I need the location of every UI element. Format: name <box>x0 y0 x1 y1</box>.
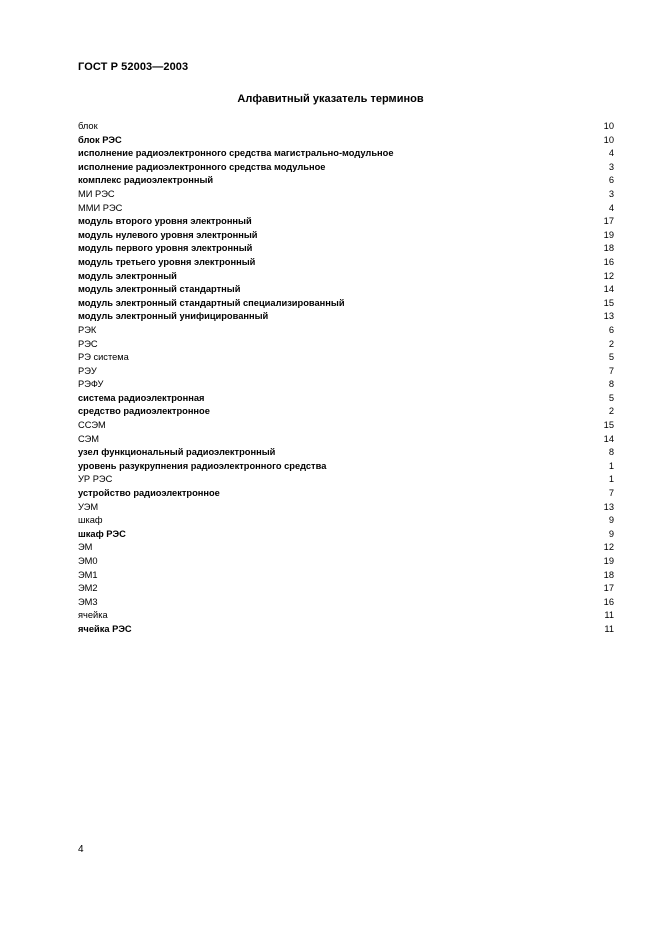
index-page-ref: 15 <box>603 420 614 431</box>
index-page-ref: 19 <box>603 556 614 566</box>
index-entry <box>78 514 614 528</box>
term-index-list <box>78 120 614 637</box>
index-page-ref: 12 <box>603 542 614 553</box>
index-entry <box>78 297 614 311</box>
index-page-ref: 17 <box>603 216 614 227</box>
index-term: ЭМ <box>78 542 93 553</box>
index-entry <box>78 215 614 229</box>
index-entry <box>78 378 614 392</box>
index-term: УЭМ <box>78 501 99 512</box>
index-term: средство радиоэлектронное <box>78 406 210 417</box>
index-page-ref: 1 <box>608 460 614 471</box>
index-term: система радиоэлектронная <box>78 392 205 403</box>
index-entry <box>78 473 614 487</box>
index-page-ref: 1 <box>608 474 614 485</box>
index-term: модуль третьего уровня электронный <box>78 256 256 267</box>
index-term: ССЭМ <box>78 420 106 431</box>
index-entry <box>78 555 614 569</box>
index-term: ЭМ2 <box>78 583 98 594</box>
index-page-ref: 5 <box>608 392 614 403</box>
index-page-ref: 6 <box>608 324 614 335</box>
index-page-ref: 9 <box>608 528 614 539</box>
index-term: СЭМ <box>78 433 100 444</box>
index-page-ref: 18 <box>603 569 614 580</box>
index-term: ЭМ1 <box>78 569 98 580</box>
index-term: исполнение радиоэлектронного средства магистрально-модульное <box>78 148 394 159</box>
index-entry <box>78 161 614 175</box>
index-term: РЭФУ <box>78 379 104 390</box>
index-entry <box>78 569 614 583</box>
index-page-ref: 9 <box>608 515 614 526</box>
index-entry <box>78 392 614 406</box>
index-term: узел функциональный радиоэлектронный <box>78 447 276 458</box>
index-page-ref: 7 <box>608 488 614 499</box>
index-entry <box>78 596 614 610</box>
index-term: модуль второго уровня электронный <box>78 216 252 227</box>
index-term: ЭМ3 <box>78 596 98 607</box>
index-term: модуль нулевого уровня электронный <box>78 229 258 240</box>
index-term: блок <box>78 121 98 131</box>
index-page-ref: 6 <box>608 175 614 186</box>
index-page-ref: 17 <box>603 583 614 594</box>
index-page-ref: 11 <box>604 610 614 621</box>
index-page-ref: 10 <box>603 121 614 131</box>
index-term: шкаф <box>78 515 103 526</box>
index-entry <box>78 134 614 148</box>
index-page-ref: 4 <box>608 202 614 213</box>
index-entry <box>78 174 614 188</box>
index-entry <box>78 229 614 243</box>
index-term: РЭК <box>78 324 97 335</box>
index-page-ref: 14 <box>603 284 614 295</box>
index-entry <box>78 501 614 515</box>
index-page-ref: 2 <box>608 338 614 349</box>
index-page-ref: 14 <box>603 433 614 444</box>
index-entry <box>78 147 614 161</box>
index-term: РЭ система <box>78 352 129 363</box>
index-entry <box>78 256 614 270</box>
index-page-ref: 5 <box>608 352 614 363</box>
index-page-ref: 11 <box>604 623 614 634</box>
index-term: РЭУ <box>78 365 97 376</box>
index-term: модуль электронный стандартный специализированный <box>78 297 345 308</box>
index-page-ref: 16 <box>603 596 614 607</box>
page-number: 4 <box>78 844 84 855</box>
index-term: шкаф РЭС <box>78 528 126 539</box>
index-term: блок РЭС <box>78 134 122 145</box>
index-entry <box>78 433 614 447</box>
index-term: модуль первого уровня электронный <box>78 243 253 254</box>
index-term: исполнение радиоэлектронного средства модульное <box>78 161 326 172</box>
index-term: модуль электронный <box>78 270 177 281</box>
index-term: УР РЭС <box>78 474 113 485</box>
index-term: РЭС <box>78 338 98 349</box>
index-page-ref: 3 <box>608 188 614 199</box>
index-page-ref: 2 <box>608 406 614 417</box>
index-page-ref: 3 <box>608 161 614 172</box>
index-entry <box>78 270 614 284</box>
index-entry <box>78 310 614 324</box>
index-term: комплекс радиоэлектронный <box>78 175 214 186</box>
index-entry <box>78 338 614 352</box>
document-header: ГОСТ Р 52003—2003 <box>78 61 189 73</box>
index-page-ref: 10 <box>603 134 614 145</box>
index-entry <box>78 351 614 365</box>
index-entry <box>78 528 614 542</box>
index-page-ref: 19 <box>603 229 614 240</box>
index-page-ref: 16 <box>603 256 614 267</box>
index-page-ref: 12 <box>603 270 614 281</box>
index-entry <box>78 446 614 460</box>
index-term: МИ РЭС <box>78 188 115 199</box>
index-entry <box>78 120 614 134</box>
index-entry <box>78 541 614 555</box>
index-page-ref: 13 <box>603 311 614 322</box>
index-entry <box>78 623 614 637</box>
index-entry <box>78 242 614 256</box>
index-entry <box>78 582 614 596</box>
index-entry <box>78 460 614 474</box>
index-entry <box>78 283 614 297</box>
index-term: устройство радиоэлектронное <box>78 488 220 499</box>
index-page-ref: 8 <box>608 447 614 458</box>
index-term: модуль электронный унифицированный <box>78 311 269 322</box>
index-page-ref: 8 <box>608 379 614 390</box>
index-term: ЭМ0 <box>78 556 98 566</box>
index-term: ММИ РЭС <box>78 202 123 213</box>
index-entry <box>78 487 614 501</box>
index-term: ячейка <box>78 610 108 621</box>
index-page-ref: 7 <box>608 365 614 376</box>
index-term: ячейка РЭС <box>78 623 132 634</box>
index-title: Алфавитный указатель терминов <box>237 93 424 105</box>
index-entry <box>78 405 614 419</box>
index-page-ref: 18 <box>603 243 614 254</box>
index-entry <box>78 419 614 433</box>
index-page-ref: 4 <box>608 148 614 159</box>
index-entry <box>78 324 614 338</box>
index-entry <box>78 202 614 216</box>
index-entry <box>78 188 614 202</box>
index-term: модуль электронный стандартный <box>78 284 241 295</box>
index-entry <box>78 365 614 379</box>
index-term: уровень разукрупнения радиоэлектронного средства <box>78 460 327 471</box>
index-entry <box>78 609 614 623</box>
index-page-ref: 15 <box>603 297 614 308</box>
index-page-ref: 13 <box>603 501 614 512</box>
